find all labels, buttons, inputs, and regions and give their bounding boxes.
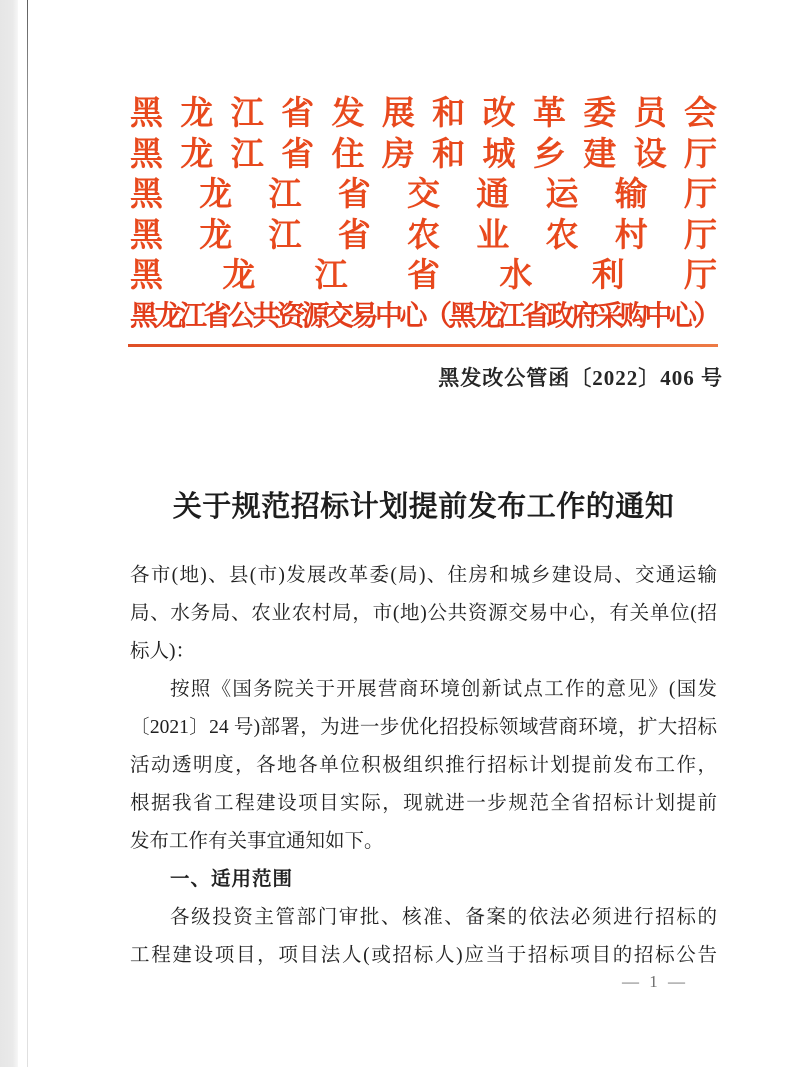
body-line: 活动透明度，各地各单位积极组织推行招标计划提前发布工作， [130,755,717,776]
body-line: 根据我省工程建设项目实际，现就进一步规范全省招标计划提前 [130,793,717,814]
body-line: 〔2021〕24 号)部署，为进一步优化招投标领域营商环境，扩大招标 [130,717,717,738]
section-heading-scope: 一、适用范围 [170,869,294,890]
body-line: 工程建设项目，项目法人(或招标人)应当于招标项目的招标公告 [130,945,717,966]
body-line: 各市(地)、县(市)发展改革委(局)、住房和城乡建设局、交通运输 [130,565,717,586]
document-title: 关于规范招标计划提前发布工作的通知 [172,491,675,523]
agency-line-4: 黑龙江省农业农村厅 [130,217,717,254]
document-body [130,557,717,975]
scan-edge-strip [0,0,18,1067]
agency-line-6: 黑龙江省公共资源交易中心（黑龙江省政府采购中心） [130,300,719,332]
agency-line-3: 黑龙江省交通运输厅 [130,177,717,213]
agency-line-2: 黑龙江省住房和城乡建设厅 [130,136,717,173]
body-line: 各级投资主管部门审批、核准、备案的依法必须进行招标的 [170,907,717,928]
red-header-agencies [130,94,717,337]
scan-crease-line [27,0,28,1067]
body-line: 按照《国务院关于开展营商环境创新试点工作的意见》(国发 [170,679,717,700]
agency-line-5: 黑龙江省水利厅 [130,258,717,294]
page-number: — 1 — [622,972,688,991]
body-line: 局、水务局、农业农村局，市(地)公共资源交易中心，有关单位(招 [130,603,717,624]
body-line: 发布工作有关事宜通知如下。 [130,831,384,852]
red-divider-rule [128,344,718,347]
document-number: 黑发改公管函〔2022〕406 号 [438,366,723,390]
agency-line-1: 黑龙江省发展和改革委员会 [130,96,717,132]
body-line: 标人)： [130,641,195,662]
